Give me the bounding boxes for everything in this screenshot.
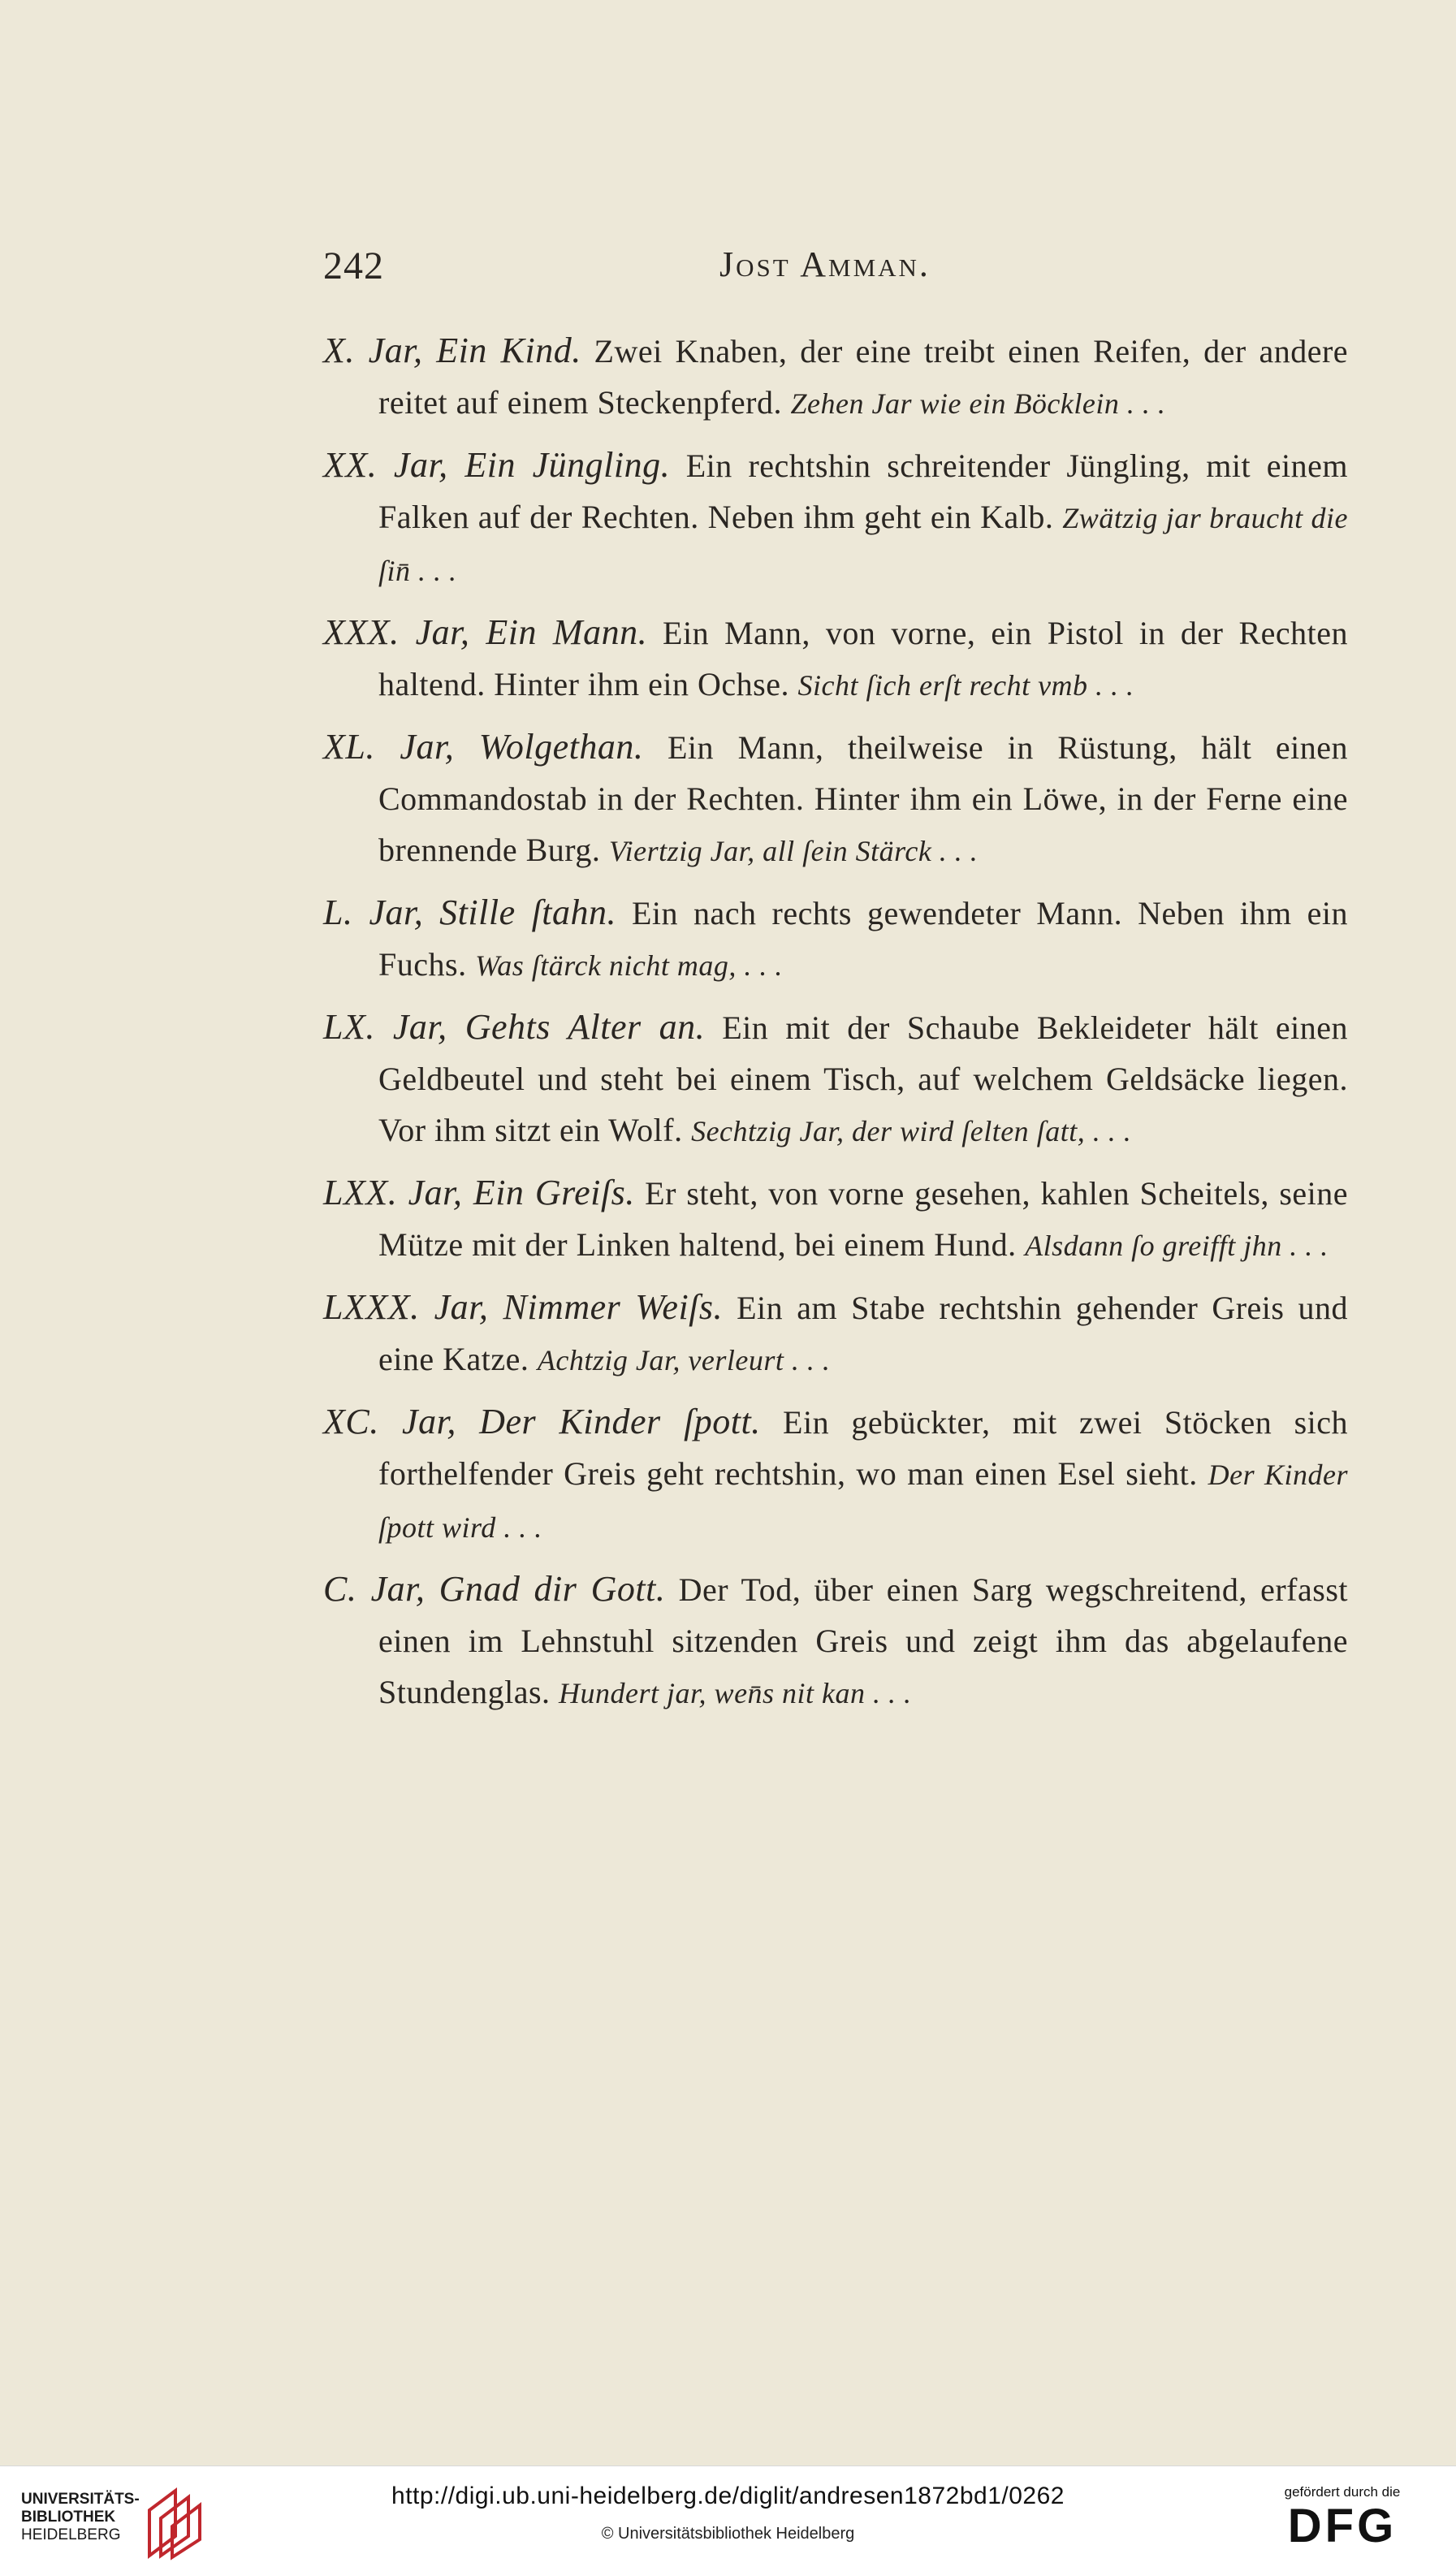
entry-heading: X. Jar, Ein Kind. [323,331,581,370]
entry-heading: XL. Jar, Wolgethan. [323,727,644,767]
entry-lxx-jar [323,1167,1348,1272]
copyright-notice: © Universitätsbibliothek Heidelberg [601,2525,855,2543]
entry-description: Der Tod, über einen Sarg wegschreitend, erfasst einen im Lehnstuhl sitzenden Greis und zeigt ihm das abgelaufene Stundenglas. [378,1571,1348,1710]
entry-description: Zwei Knaben, der eine treibt einen Reifen, der andere reitet auf einem Steckenpferd. [378,333,1349,421]
library-name-line1: UNIVERSITÄTS- [21,2491,140,2508]
entry-description: Ein Mann, theilweise in Rüstung, hält einen Commandostab in der Rechten. Hinter ihm ein Löwe, in der Ferne eine brennende Burg. [378,729,1349,868]
entry-quote: Was ſtärck nicht mag, . . . [475,949,783,982]
entry-description: Ein rechtshin schreitender Jüngling, mit einem Falken auf der Rechten. Neben ihm geht ein Kalb. [378,447,1348,535]
entry-quote: Zwätzig jar braucht die ſin̄ . . . [378,502,1349,587]
entry-quote: Hundert jar, wen̄s nit kan . . . [559,1677,912,1709]
permalink-url[interactable]: http://digi.ub.uni-heidelberg.de/diglit/andresen1872bd1/0262 [391,2483,1065,2509]
entry-lx-jar [323,1001,1348,1157]
entry-heading: XX. Jar, Ein Jüngling. [323,445,671,485]
entry-xx-jar [323,439,1348,597]
entry-heading: LX. Jar, Gehts Alter an. [323,1007,706,1047]
entry-lxxx-jar [323,1281,1348,1386]
entry-quote: Sicht ſich erſt recht vmb . . . [797,669,1134,702]
running-title: Jost Amman. [719,244,931,284]
sponsor-block [1261,2484,1424,2552]
entry-description: Ein nach rechts gewendeter Mann. Neben ihm ein Fuchs. [378,895,1348,983]
entry-quote: Zehen Jar wie ein Böcklein . . . [790,387,1166,420]
library-name-line3: HEIDELBERG [21,2526,121,2543]
entry-description: Ein am Stabe rechtshin gehender Greis und eine Katze. [378,1290,1349,1377]
entry-quote: Der Kinder ſpott wird . . . [378,1459,1349,1544]
dfg-logo[interactable]: DFG [1287,2500,1398,2552]
entry-quote: Sechtzig Jar, der wird ſelten ſatt, . . . [691,1115,1132,1147]
entry-description: Ein Mann, von vorne, ein Pistol in der Rechten haltend. Hinter ihm ein Ochse. [378,615,1348,702]
page-number: 242 [323,244,384,287]
entry-quote: Achtzig Jar, verleurt . . . [537,1344,831,1376]
entry-quote: Viertzig Jar, all ſein Stärck . . . [608,835,979,867]
entry-list [323,325,1348,1729]
entry-heading: LXX. Jar, Ein Greiſs. [323,1173,635,1212]
entry-x-jar [323,325,1348,430]
entry-quote: Alsdann ſo greifft jhn . . . [1025,1229,1329,1262]
entry-heading: XXX. Jar, Ein Mann. [323,612,648,652]
entry-l-jar [323,887,1348,992]
entry-description: Ein gebückter, mit zwei Stöcken sich forthelfender Greis geht rechtshin, wo man einen Esel sieht. [378,1404,1349,1492]
sponsor-label: gefördert durch die [1284,2484,1401,2500]
entry-xc-jar [323,1396,1348,1554]
entry-heading: C. Jar, Gnad dir Gott. [323,1569,666,1609]
entry-description: Ein mit der Schaube Bekleideter hält einen Geldbeutel und steht bei einem Tisch, auf welchem Geldsäcke liegen. Vor ihm sitzt ein Wolf. [378,1009,1348,1148]
entry-c-jar [323,1563,1348,1719]
entry-heading: XC. Jar, Der Kinder ſpott. [323,1402,761,1441]
entry-heading: L. Jar, Stille ſtahn. [323,892,617,932]
entry-heading: LXXX. Jar, Nimmer Weiſs. [323,1287,724,1327]
library-name-line2: BIBLIOTHEK [21,2509,116,2526]
entry-xxx-jar [323,607,1348,711]
entry-xl-jar [323,721,1348,877]
entry-description: Er steht, von vorne gesehen, kahlen Scheitels, seine Mütze mit der Linken haltend, bei einem Hund. [378,1175,1349,1263]
viewer-footer [0,2465,1456,2567]
page-header [323,244,1354,300]
